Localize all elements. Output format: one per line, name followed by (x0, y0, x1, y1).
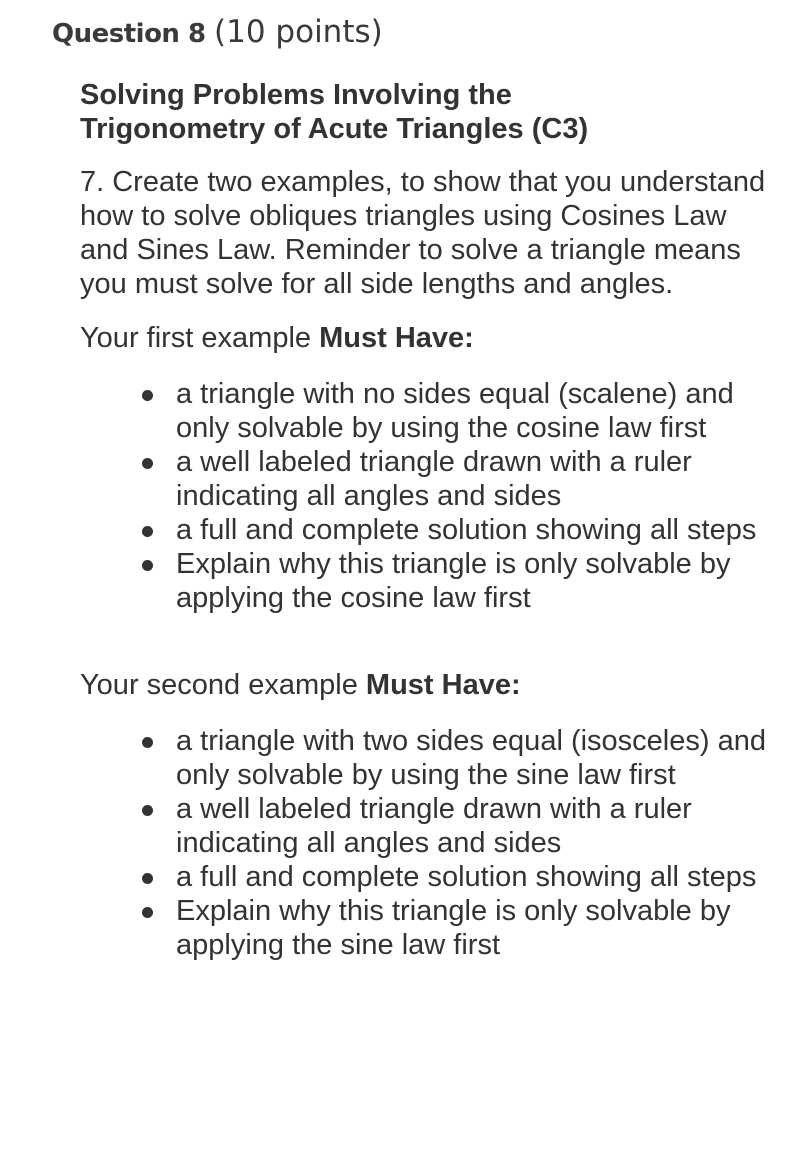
question-header (52, 14, 383, 50)
requirement-text: a full and complete solution showing all steps (176, 514, 757, 546)
bullet-icon (142, 805, 153, 816)
bullet-icon (142, 873, 153, 884)
question-points: (10 points) (214, 14, 383, 50)
bullet-icon (142, 907, 153, 918)
section-title: Solving Problems Involving the Trigonometry of Acute Triangles (C3) (80, 79, 589, 145)
example-2-intro-bold: Must Have: (365, 669, 521, 701)
requirement-item (176, 860, 776, 894)
bullet-icon (142, 390, 153, 401)
bullet-icon (142, 560, 153, 571)
example-1-intro-bold: Must Have: (319, 322, 474, 354)
question-label: Question 8 (52, 19, 206, 49)
requirement-item (176, 377, 776, 445)
requirement-item (176, 445, 776, 513)
question-body (80, 78, 780, 962)
requirement-item (176, 894, 776, 962)
requirement-text: Explain why this triangle is only solvable by applying the cosine law first (176, 548, 731, 614)
requirement-text: a triangle with two sides equal (isosceles) and only solvable by using the sine law first (176, 725, 766, 791)
requirement-text: Explain why this triangle is only solvable by applying the sine law first (176, 895, 731, 961)
bullet-icon (142, 737, 153, 748)
question-prompt: 7. Create two examples, to show that you understand how to solve obliques triangles using Cosines Law and Sines Law. Reminder to solve a triangle means you must solve for all side lengths and angles. (80, 166, 766, 300)
example-1-requirements (80, 377, 780, 615)
example-1-intro (80, 321, 780, 355)
requirement-item (176, 724, 776, 792)
example-2-intro (80, 668, 780, 702)
requirement-text: a well labeled triangle drawn with a ruler indicating all angles and sides (176, 793, 692, 859)
example-1-intro-text: Your first example (80, 322, 320, 354)
example-2-requirements (80, 724, 780, 962)
bullet-icon (142, 458, 153, 469)
example-2-intro-text: Your second example (80, 669, 366, 701)
requirement-item (176, 547, 776, 615)
requirement-text: a triangle with no sides equal (scalene) and only solvable by using the cosine law first (176, 378, 734, 444)
bullet-icon (142, 526, 153, 537)
requirement-text: a full and complete solution showing all steps (176, 861, 757, 893)
requirement-text: a well labeled triangle drawn with a ruler indicating all angles and sides (176, 446, 692, 512)
requirement-item (176, 792, 776, 860)
requirement-item (176, 513, 776, 547)
